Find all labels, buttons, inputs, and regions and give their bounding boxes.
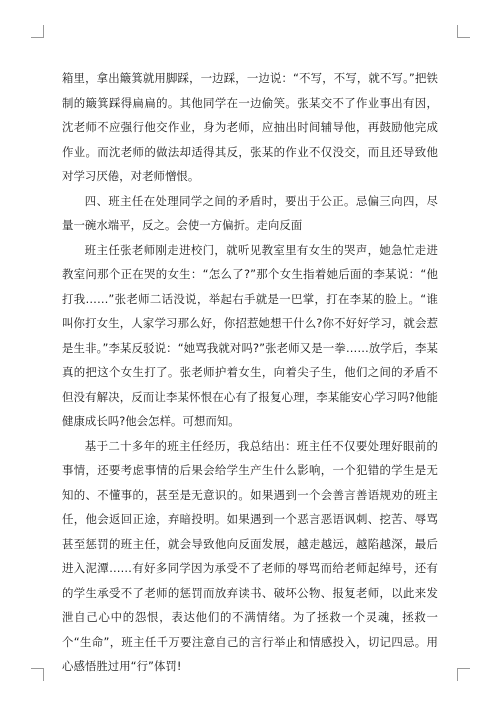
paragraph-continuation: 箱里，拿出簸箕就用脚踩，一边踩，一边说：“不写，不写，就不写。”把铁制的簸箕踩得扁扁的。其他同学在一边偷笑。张某交不了作业事出有因，沈老师不应强行他交作业，身为老师，应抽出时间辅导他，再鼓励他完成作业。而沈老师的做法却适得其反，张某的作业不仅没交，而且还导致他对学习厌倦，对老师憎恨。 bbox=[62, 71, 438, 183]
crop-mark-top-right bbox=[457, 25, 470, 38]
crop-mark-top-left bbox=[31, 25, 44, 38]
paragraph-summary: 基于二十多年的班主任经历，我总结出：班主任不仅要处理好眼前的事情，还要考虑事情的后果会给学生产生什么影响，一个犯错的学生是无知的、不懂事的，甚至是无意识的。如果遇到一个会善言善语规劝的班主任，他会返回正途，弃暗投明。如果遇到一个恶言恶语讽刺、挖苦、辱骂甚至惩罚的班主任，就会导致他向反面发展，越走越远，越陷越深，最后进入泥潭……有好多同学因为承受不了老师的辱骂而给老师起绰号，还有的学生承受不了老师的惩罚而放弃读书、破坏公物、报复老师，以此来发泄自己心中的怨恨，表达他们的不满情绪。为了拯救一个灵魂，拯救一个“生命”，班主任千万要注意自己的言行举止和情感投入，切记四忌。用心感悟胜过用“行”体罚! bbox=[62, 438, 438, 673]
crop-mark-bottom-left bbox=[31, 668, 44, 681]
paragraph-teacher-zhang-case: 班主任张老师刚走进校门，就听见教室里有女生的哭声，她急忙走进教室问那个正在哭的女生：“怎么了?”那个女生指着她后面的李某说：“他打我……”张老师二话没说，举起右手就是一巴掌，打在李某的脸上。“谁叫你打女生，人家学习那么好，你招惹她想干什么?你不好好学习，就会惹是生非。”李某反驳说：“她骂我就对吗?”张老师又是一拳……放学后，李某真的把这个女生打了。张老师护着女生，向着尖子生，他们之间的矛盾不但没有解决，反而让李某怀恨在心有了报复心理，李某能安心学习吗?他能健康成长吗?他会怎样。可想而知。 bbox=[62, 242, 438, 428]
crop-mark-bottom-right bbox=[457, 668, 470, 681]
paragraph-section-four-heading: 四、班主任在处理同学之间的矛盾时，要出于公正。忌偏三向四，尽量一碗水端平，反之。会使一方偏折。走向反面 bbox=[62, 193, 438, 232]
document-body bbox=[62, 66, 438, 679]
